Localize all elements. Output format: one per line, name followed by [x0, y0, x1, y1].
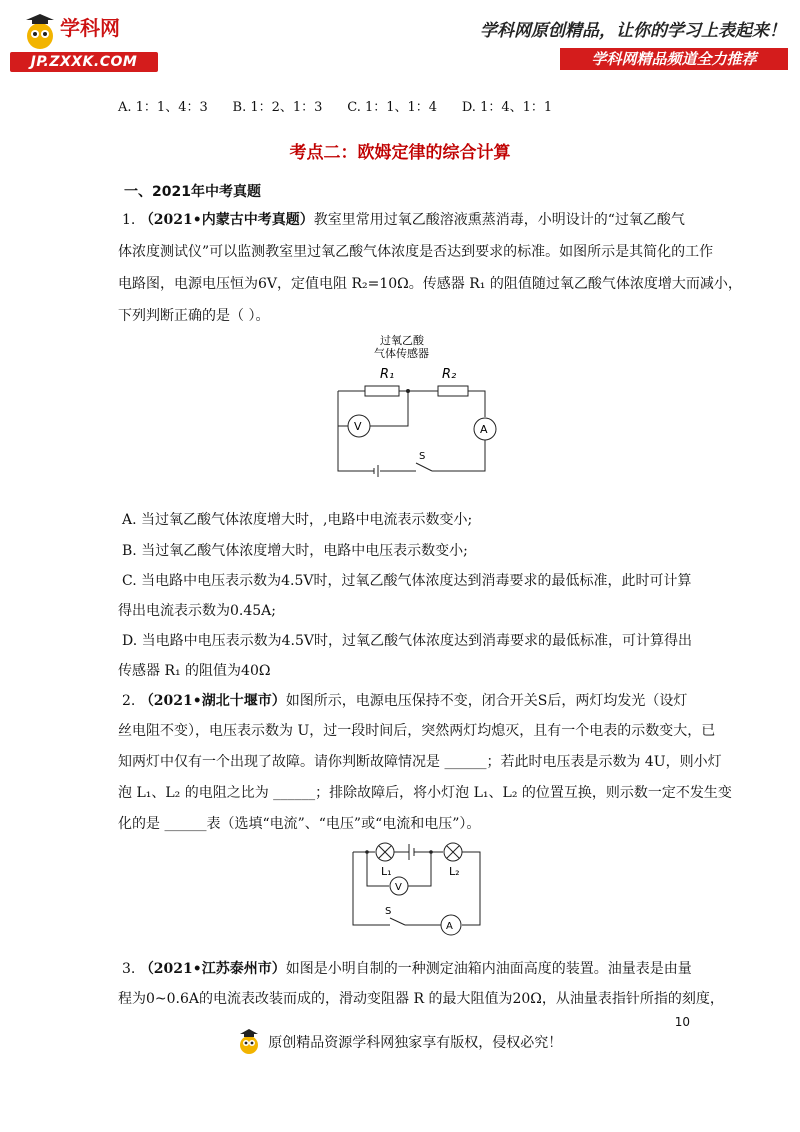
r2-resistor — [438, 386, 468, 396]
circuit-diagram-2 — [345, 840, 495, 940]
q3-line-2: 程为0~0.6A的电流表改装而成的，滑动变阻器 R 的最大阻值为20Ω，从油量表指针所指的刻度， — [118, 991, 724, 1007]
owl-logo-icon — [20, 12, 60, 52]
section-title: 考点二：欧姆定律的综合计算 — [289, 143, 511, 163]
q1-number: 1. — [122, 212, 136, 228]
voltmeter-label: V — [354, 420, 362, 433]
q1-line-3: 电路图，电源电压恒为6V，定值电阻 R₂=10Ω。传感器 R₁ 的阻值随过氧乙酸气体浓度增大而减小， — [118, 276, 742, 292]
q3-line-1 — [122, 958, 692, 978]
copyright-text: 原创精品资源学科网独家享有版权，侵权必究！ — [268, 1035, 563, 1051]
q2-line-2: 丝电阻不变），电压表示数为 U，过一段时间后，突然两灯均熄灭，且有一个电表的示数变大，已 — [118, 723, 716, 739]
q2-source: （2021•湖北十堰市） — [139, 693, 286, 709]
q1-option-d-line1: D. 当电路中电压表示数为4.5V时，过氧乙酸气体浓度达到消毒要求的最低标准，可计算得出 — [122, 633, 692, 649]
l2-label: L₂ — [449, 865, 460, 878]
switch-symbol — [416, 463, 432, 471]
q3-text: 如图是小明自制的一种测定油箱内油面高度的装置。油量表是由量 — [285, 961, 692, 977]
channel-banner: 学科网精品频道全力推荐 — [560, 48, 788, 70]
q1-option-d-line2: 传感器 R₁ 的阻值为40Ω — [118, 663, 271, 679]
r2-label: R₂ — [442, 367, 457, 382]
prev-question-options: A. 1：1、4：3 B. 1：2、1：3 C. 1：1、1：4 D. 1：4、1：1 — [118, 100, 553, 115]
q1-option-c-line1: C. 当电路中电压表示数为4.5V时，过氧乙酸气体浓度达到消毒要求的最低标准，此时可计算 — [122, 573, 692, 589]
l1-label: L₁ — [381, 865, 392, 878]
voltmeter-2-label: V — [395, 882, 402, 893]
subheading: 一、2021年中考真题 — [124, 184, 261, 200]
q2-line-4: 泡 L₁、L₂ 的电阻之比为 ______；排除故障后，将小灯泡 L₁、L₂ 的位置互换，则示数一定不发生变 — [118, 785, 732, 801]
sensor-caption-line2: 气体传感器 — [374, 347, 429, 360]
q1-option-c-line2: 得出电流表示数为0.45A; — [118, 603, 276, 619]
q1-line-2: 体浓度测试仪”可以监测教室里过氧乙酸气体浓度是否达到要求的标准。如图所示是其简化的工作 — [118, 244, 714, 260]
r1-resistor — [365, 386, 399, 396]
q1-line-4: 下列判断正确的是（ ）。 — [118, 308, 270, 324]
q1-option-a: A. 当过氧乙酸气体浓度增大时，,电路中电流表示数变小; — [122, 512, 473, 528]
q3-number: 3. — [122, 961, 136, 977]
ammeter-2-label: A — [446, 921, 453, 932]
footer-notice — [0, 1028, 800, 1056]
switch-label: S — [419, 451, 426, 462]
q1-option-b: B. 当过氧乙酸气体浓度增大时，电路中电压表示数变小; — [122, 543, 468, 559]
owl-footer-icon — [238, 1028, 260, 1056]
page-number: 10 — [674, 1015, 690, 1029]
switch-2-symbol — [390, 918, 405, 925]
q2-text: 如图所示，电源电压保持不变，闭合开关S后，两灯均发光（设灯 — [285, 693, 688, 709]
q1-text: 教室里常用过氧乙酸溶液熏蒸消毒，小明设计的“过氧乙酸气 — [313, 212, 685, 228]
q1-line-1 — [122, 209, 685, 229]
q2-line-5: 化的是 ______表（选填“电流”、“电压”或“电流和电压”）。 — [118, 816, 481, 832]
q2-number: 2. — [122, 693, 136, 709]
switch-2-label: S — [385, 906, 392, 917]
r1-label: R₁ — [380, 367, 395, 382]
header-slogan: 学科网原创精品，让你的学习上表起来！ — [480, 21, 786, 41]
ammeter-label: A — [480, 423, 488, 436]
q1-source: （2021•内蒙古中考真题） — [139, 212, 314, 228]
q2-line-1 — [122, 690, 687, 710]
circuit-diagram-1 — [320, 333, 510, 483]
logo-url[interactable]: JP.ZXXK.COM — [10, 52, 158, 72]
logo-text: 学科网 — [60, 16, 120, 40]
sensor-caption-line1: 过氧乙酸 — [380, 334, 424, 347]
q2-line-3: 知两灯中仅有一个出现了故障。请你判断故障情况是 ______；若此时电压表是示数为 4U，则小灯 — [118, 754, 722, 770]
q3-source: （2021•江苏泰州市） — [139, 961, 286, 977]
